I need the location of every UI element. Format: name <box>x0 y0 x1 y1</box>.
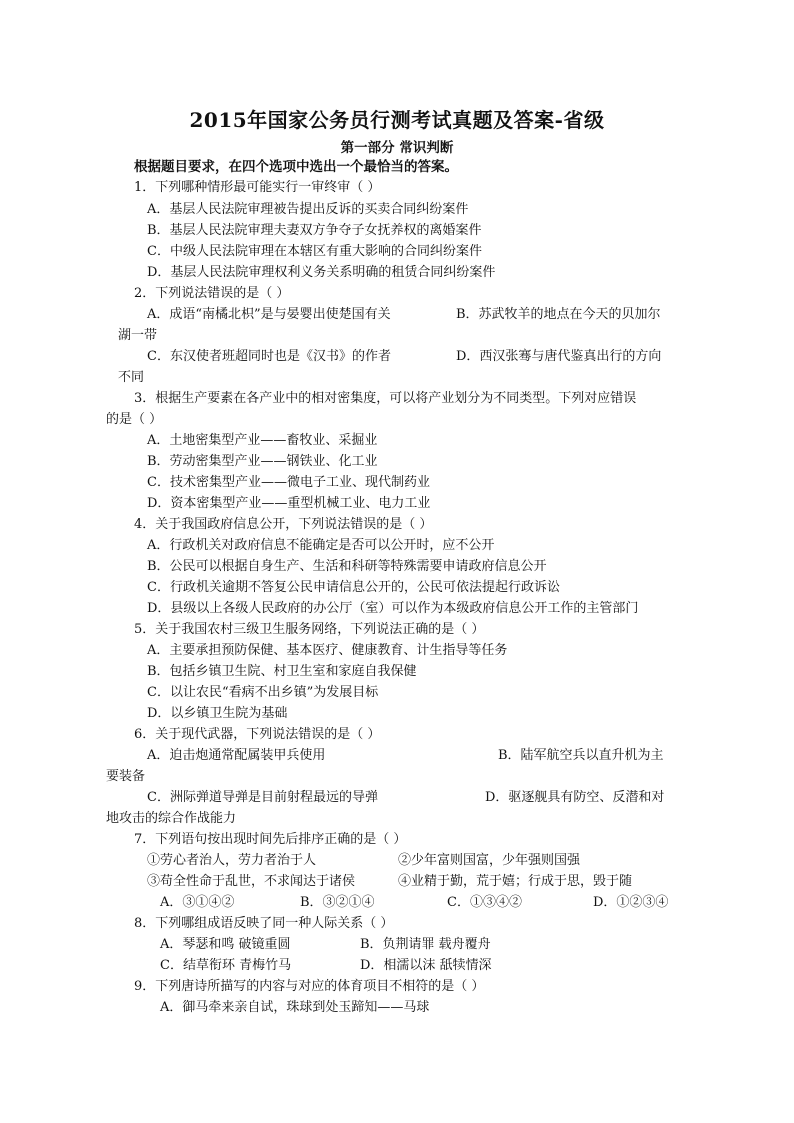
question-5-option-d: D．以乡镇卫生院为基础 <box>147 706 288 721</box>
question-4-option-a: A．行政机关对政府信息不能确定是否可以公开时，应不公开 <box>147 538 495 553</box>
question-3-option-a: A．土地密集型产业——畜牧业、采掘业 <box>147 433 378 448</box>
question-5-option-c: C．以让农民“看病不出乡镇”为发展目标 <box>147 685 379 700</box>
question-7-option-d: D．①②③④ <box>593 895 669 910</box>
question-7-sentence-2: ②少年富则国富，少年强则国强 <box>398 853 581 868</box>
question-7-stem: 7．下列语句按出现时间先后排序正确的是（ ） <box>134 832 407 847</box>
question-6-option-b: B．陆军航空兵以直升机为主 <box>498 748 664 763</box>
question-6-option-b-continued: 要装备 <box>106 769 146 784</box>
question-3-stem: 3．根据生产要素在各产业中的相对密集度，可以将产业划分为不同类型。下列对应错误 <box>134 391 637 406</box>
question-5-option-a: A．主要承担预防保健、基本医疗、健康教育、计生指导等任务 <box>147 643 508 658</box>
question-3-option-c: C．技术密集型产业——微电子工业、现代制药业 <box>147 475 430 490</box>
question-2-option-b: B．苏武牧羊的地点在今天的贝加尔 <box>456 307 661 322</box>
section-heading: 第一部分 常识判断 <box>340 140 454 156</box>
question-8-stem: 8．下列哪组成语反映了同一种人际关系（ ） <box>134 916 394 931</box>
question-4-option-c: C．行政机关逾期不答复公民申请信息公开的，公民可依法提起行政诉讼 <box>147 580 560 595</box>
instruction-text: 根据题目要求，在四个选项中选出一个最恰当的答案。 <box>134 159 458 175</box>
question-7-sentence-1: ①劳心者治人，劳力者治于人 <box>147 853 317 868</box>
question-7-sentence-4: ④业精于勤，荒于嬉；行成于思，毁于随 <box>398 874 633 889</box>
question-7-option-b: B．③②①④ <box>300 895 375 910</box>
question-8-option-c: C．结草衔环 青梅竹马 <box>160 958 292 973</box>
question-3-option-b: B．劳动密集型产业——钢铁业、化工业 <box>147 454 378 469</box>
question-1-option-a: A．基层人民法院审理被告提出反诉的买卖合同纠纷案件 <box>147 202 469 217</box>
question-4-stem: 4．关于我国政府信息公开，下列说法错误的是（ ） <box>134 517 433 532</box>
question-4-option-d: D．县级以上各级人民政府的办公厅（室）可以作为本级政府信息公开工作的主管部门 <box>147 601 639 616</box>
page-title: 2015年国家公务员行测考试真题及答案-省级 <box>189 108 605 132</box>
question-6-stem: 6．关于现代武器，下列说法错误的是（ ） <box>134 727 381 742</box>
question-7-sentence-3: ③苟全性命于乱世，不求闻达于诸侯 <box>147 874 356 889</box>
question-1-option-b: B．基层人民法院审理夫妻双方争夺子女抚养权的离婚案件 <box>147 223 482 238</box>
question-8-option-a: A．琴瑟和鸣 破镜重圆 <box>160 937 291 952</box>
question-5-option-b: B．包括乡镇卫生院、村卫生室和家庭自我保健 <box>147 664 417 679</box>
question-9-option-a: A．御马牵来亲自试，珠球到处玉蹄知——马球 <box>160 1000 430 1015</box>
question-2-option-a: A．成语“南橘北枳”是与晏婴出使楚国有关 <box>147 307 391 322</box>
question-2-option-d-continued: 不同 <box>118 370 145 385</box>
question-7-option-a: A．③①④② <box>160 895 235 910</box>
question-2-option-b-continued: 湖一带 <box>118 328 158 343</box>
question-2-stem: 2．下列说法错误的是（ ） <box>134 286 290 301</box>
question-9-stem: 9．下列唐诗所描写的内容与对应的体育项目不相符的是（ ） <box>134 979 485 994</box>
question-1-stem: 1．下列哪种情形最可能实行一审终审（ ） <box>134 180 381 195</box>
question-1-option-c: C．中级人民法院审理在本辖区有重大影响的合同纠纷案件 <box>147 244 482 259</box>
question-6-option-d: D．驱逐舰具有防空、反潜和对 <box>485 790 665 805</box>
question-6-option-c: C．洲际弹道导弹是目前射程最远的导弹 <box>147 790 378 805</box>
question-8-option-d: D．相濡以沫 舐犊情深 <box>360 958 492 973</box>
question-8-option-b: B．负荆请罪 载舟覆舟 <box>360 937 491 952</box>
question-2-option-c: C．东汉使者班超同时也是《汉书》的作者 <box>147 349 391 364</box>
question-1-option-d: D．基层人民法院审理权利义务关系明确的租赁合同纠纷案件 <box>147 265 496 280</box>
question-3-stem-continued: 的是（ ） <box>106 412 163 427</box>
question-4-option-b: B．公民可以根据自身生产、生活和科研等特殊需要申请政府信息公开 <box>147 559 547 574</box>
question-3-option-d: D．资本密集型产业——重型机械工业、电力工业 <box>147 496 431 511</box>
question-7-option-c: C．①③④② <box>447 895 522 910</box>
question-5-stem: 5．关于我国农村三级卫生服务网络，下列说法正确的是（ ） <box>134 622 485 637</box>
question-6-option-d-continued: 地攻击的综合作战能力 <box>106 811 237 826</box>
question-6-option-a: A．迫击炮通常配属装甲兵使用 <box>147 748 326 763</box>
question-2-option-d: D．西汉张骞与唐代鉴真出行的方向 <box>456 349 662 364</box>
